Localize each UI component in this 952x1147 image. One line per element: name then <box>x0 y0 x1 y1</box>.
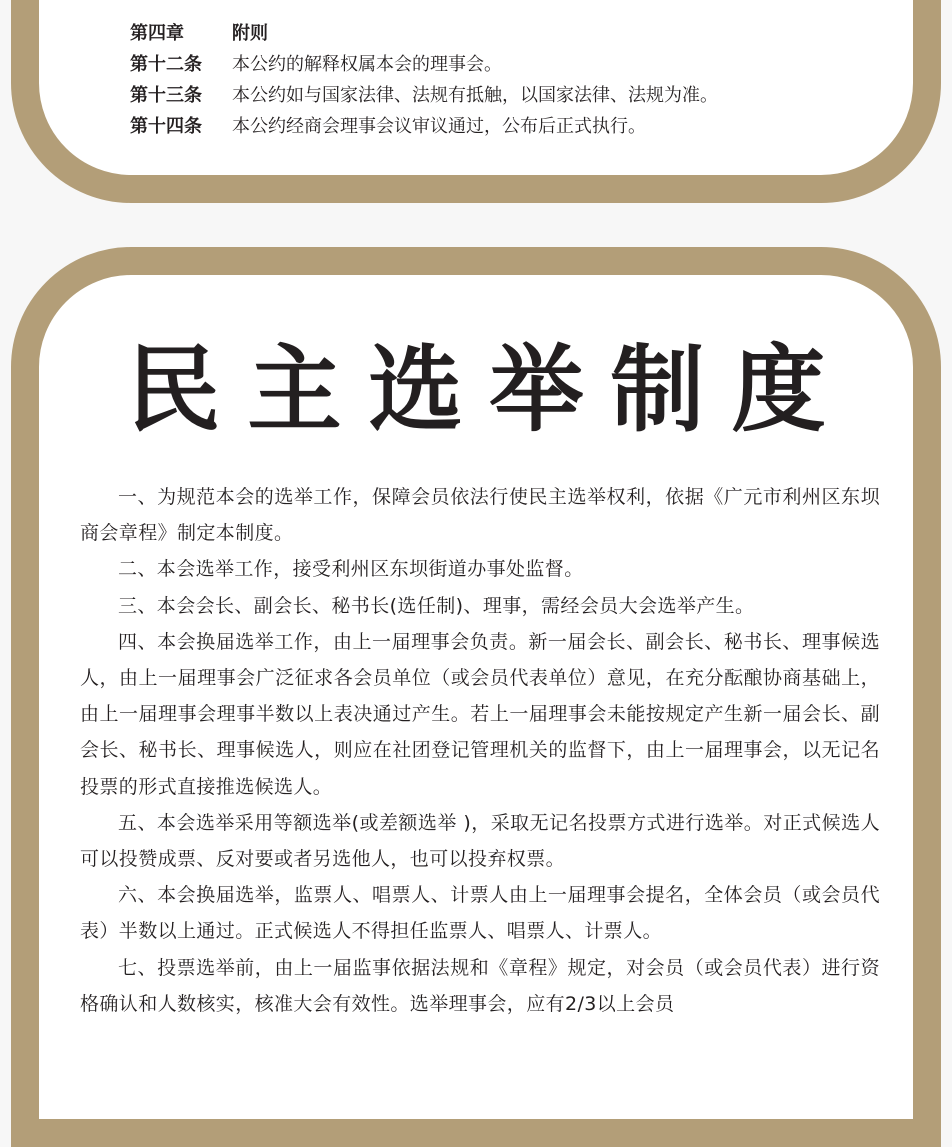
chapter-title: 附则 <box>232 23 268 44</box>
article-text: 本公约经商会理事会议审议通过，公布后正式执行。 <box>232 116 646 137</box>
article-label: 第十三条 <box>130 85 202 106</box>
article-text: 本公约的解释权属本会的理事会。 <box>232 54 502 75</box>
article-text: 本公约如与国家法律、法规有抵触，以国家法律、法规为准。 <box>232 85 718 106</box>
appendix-section <box>130 18 870 142</box>
article-line <box>130 111 870 142</box>
chapter-label: 第四章 <box>130 23 184 44</box>
chapter-heading <box>130 18 870 49</box>
article-label: 第十二条 <box>130 54 202 75</box>
paragraph: 四、本会换届选举工作，由上一届理事会负责。新一届会长、副会长、秘书长、理事候选人，由上一届理事会广泛征求各会员单位（或会员代表单位）意见，在充分酝酿协商基础上，由上一届理事会理事半数以上表决通过产生。若上一届理事会未能按规定产生新一届会长、副会长、秘书长、理事候选人，则应在社团登记管理机关的监督下，由上一届理事会，以无记名投票的形式直接推选候选人。 <box>80 630 880 798</box>
paragraph: 三、本会会长、副会长、秘书长(选任制)、理事，需经会员大会选举产生。 <box>118 594 755 617</box>
paragraph: 二、本会选举工作，接受利州区东坝街道办事处监督。 <box>118 558 584 581</box>
paragraph: 一、为规范本会的选举工作，保障会员依法行使民主选举权利，依据《广元市利州区东坝商会章程》制定本制度。 <box>80 486 880 545</box>
paragraph: 七、投票选举前，由上一届监事依据法规和《章程》规定，对会员（或会员代表）进行资格确认和人数核实，核准大会有效性。选举理事会，应有2/3以上会员 <box>80 956 880 1015</box>
article-line <box>130 49 870 80</box>
paragraph: 五、本会选举采用等额选举(或差额选举 )，采取无记名投票方式进行选举。对正式候选人可以投赞成票、反对要或者另选他人，也可以投弃权票。 <box>80 811 880 871</box>
article-label: 第十四条 <box>130 116 202 137</box>
page-title: 民主选举制度 <box>126 336 853 445</box>
article-line <box>130 80 870 111</box>
regulation-body <box>80 479 880 1022</box>
paragraph: 六、本会换届选举，监票人、唱票人、计票人由上一届理事会提名，全体会员（或会员代表）半数以上通过。正式候选人不得担任监票人、唱票人、计票人。 <box>80 884 880 943</box>
